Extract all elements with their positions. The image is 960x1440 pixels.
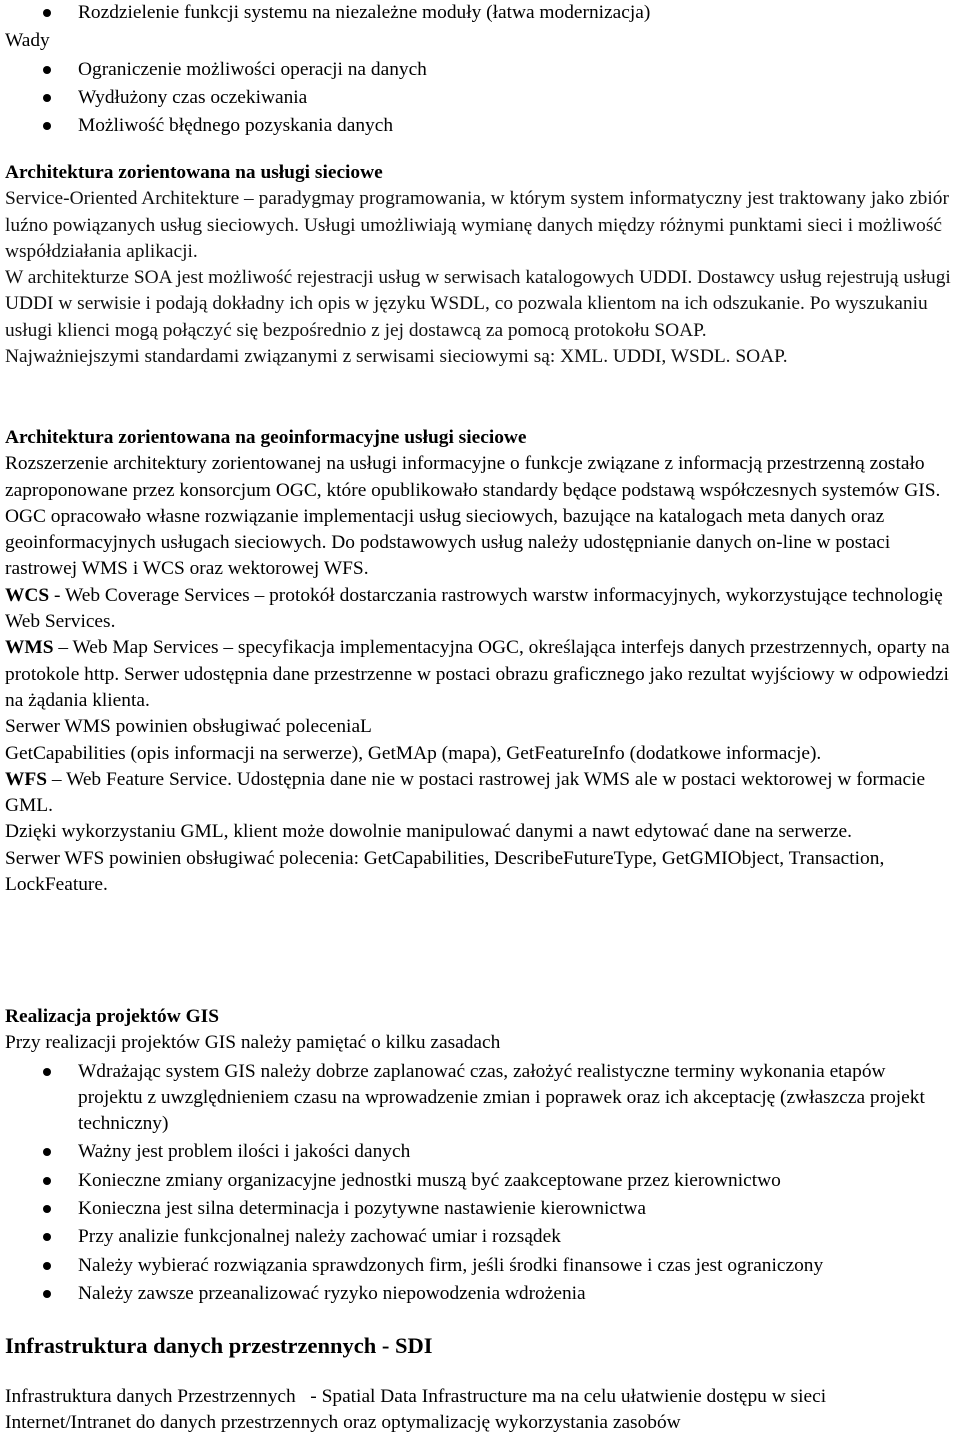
list-item: Należy zawsze przeanalizować ryzyko niepowodzenia wdrożenia [5, 1281, 955, 1307]
paragraph-wfs [5, 767, 955, 820]
list-item: Wdrażając system GIS należy dobrze zaplanować czas, założyć realistyczne terminy wykonania etapów projektu z uwzględnieniem czasu na wprowadzenie zmian i poprawek oraz ich akceptację (zwłaszcza projekt techniczny) [5, 1059, 955, 1138]
paragraph: Rozszerzenie architektury zorientowanej na usługi informacyjne o funkcje związane z informacją przestrzenną zostało zaproponowane przez konsorcjum OGC, które opublikowało standardy będące podstawą współczesnych systemów GIS. [5, 453, 941, 501]
list-item: Należy wybierać rozwiązania sprawdzonych firm, jeśli środki finansowe i czas jest ograniczony [5, 1253, 955, 1279]
term-wfs: WFS [5, 768, 48, 790]
list-item: Przy analizie funkcjonalnej należy zachować umiar i rozsądek [5, 1224, 955, 1250]
wady-label: Wady [5, 30, 50, 52]
paragraph-wcs [5, 583, 955, 636]
paragraph: Serwer WFS powinien obsługiwać polecenia: GetCapabilities, DescribeFutureType, GetGMIObject, Transaction, LockFeature. [5, 847, 885, 896]
list-item: Konieczne zmiany organizacyjne jednostki muszą być zaakceptowane przez kierownictwo [5, 1168, 955, 1194]
section-heading: Architektura zorientowana na geoinformacyjne usługi sieciowe [5, 427, 527, 448]
paragraph: OGC opracowało własne rozwiązanie implementacji usług sieciowych, bazujące na katalogach meta danych oraz geoinformacyjnych usługach sieciowych. Do podstawowych usług należy udostępnianie danych on-line w postaci rastrowej WMS i WCS oraz wektorowej WFS. [5, 505, 891, 580]
intro-section [5, 0, 955, 139]
list-item: Rozdzielenie funkcji systemu na niezależne moduły (łatwa modernizacja) [5, 0, 955, 26]
projects-section [5, 1004, 955, 1307]
wady-list [5, 57, 955, 140]
soa-section [5, 160, 955, 370]
list-item: Ograniczenie możliwości operacji na danych [5, 57, 955, 83]
paragraph: GetCapabilities (opis informacji na serwerze), GetMAp (mapa), GetFeatureInfo (dodatkowe informacje). [5, 742, 822, 764]
list-item: Ważny jest problem ilości i jakości danych [5, 1139, 955, 1165]
section-heading: Realizacja projektów GIS [5, 1006, 219, 1027]
section-heading: Architektura zorientowana na usługi sieciowe [5, 162, 383, 183]
term-wms: WMS [5, 637, 54, 659]
list-item: Możliwość błędnego pozyskania danych [5, 113, 955, 139]
paragraph: Infrastruktura danych Przestrzennych - Spatial Data Infrastructure ma na celu ułatwienie dostępu w sieci Internet/Intranet do danych przestrzennych oraz optymalizację wykorzystania zasobów [5, 1386, 831, 1434]
paragraph: Przy realizacji projektów GIS należy pamiętać o kilku zasadach [5, 1032, 501, 1054]
paragraph: Service-Oriented Architekture – paradygmay programowania, w którym system informatyczny jest traktowany jako zbiór luźno powiązanych usług sieciowych. Usługi umożliwiają wymianę danych między różnymi punktami sieci i możliwość współdziałania aplikacji. [5, 188, 949, 262]
projects-list [5, 1059, 955, 1308]
paragraph: Serwer WMS powinien obsługiwać poleceniaL [5, 716, 372, 738]
paragraph-wms [5, 635, 955, 714]
definition-wms: – Web Map Services – specyfikacja implementacyjna OGC, określająca interfejs danych przestrzennych, oparty na protokole http. Serwer udostępnia dane przestrzenne w postaci obrazu graficznego jako rezultat wyjściowy w odpowiedzi na żądania klienta. [5, 637, 950, 711]
definition-wfs: – Web Feature Service. Udostępnia dane nie w postaci rastrowej jak WMS ale w postaci wektorowej w formacie GML. [5, 768, 926, 817]
paragraph: Najważniejszymi standardami związanymi z serwisami sieciowymi są: XML. UDDI, WSDL. SOAP. [5, 346, 788, 368]
list-item: Konieczna jest silna determinacja i pozytywne nastawienie kierownictwa [5, 1196, 955, 1222]
advantages-list [5, 0, 955, 26]
list-item: Wydłużony czas oczekiwania [5, 85, 955, 111]
definition-wcs: - Web Coverage Services – protokół dostarczania rastrowych warstw informacyjnych, wykorzystujące technologię Web Services. [5, 584, 943, 633]
paragraph: Dzięki wykorzystaniu GML, klient może dowolnie manipulować danymi a nawt edytować dane na serwerze. [5, 821, 852, 843]
paragraph: W architekturze SOA jest możliwość rejestracji usług w serwisach katalogowych UDDI. Dostawcy usług rejestrują usługi UDDI w serwisie i podają dokładny ich opis w języku WSDL, co pozwala klientom na ich odszukanie. Po wyszukaniu usługi klienci mogą połączyć się bezpośrednio z jej dostawcą za pomocą protokołu SOAP. [5, 267, 951, 341]
sdi-section [5, 1332, 955, 1437]
geo-section [5, 425, 955, 898]
section-heading: Infrastruktura danych przestrzennych - SDI [5, 1333, 433, 1358]
term-wcs: WCS [5, 584, 50, 606]
